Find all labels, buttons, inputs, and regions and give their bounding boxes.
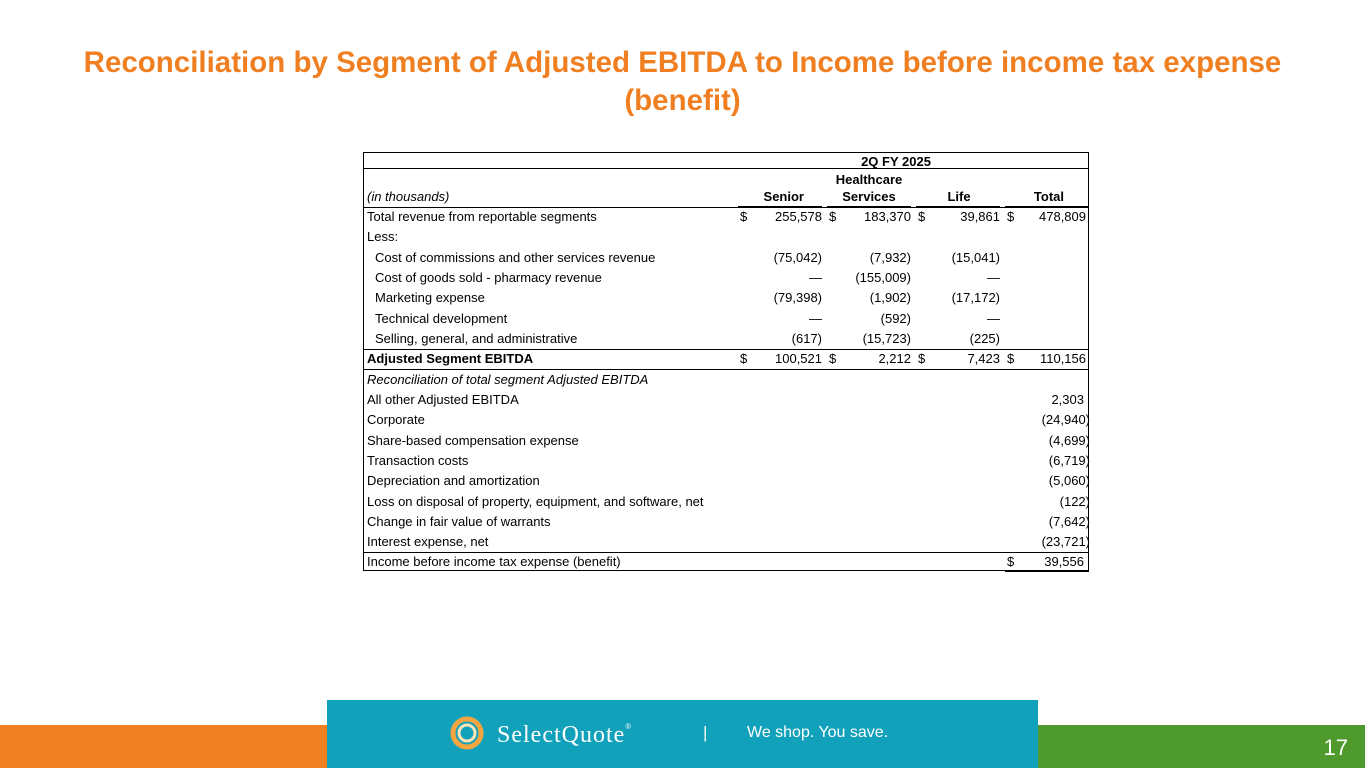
currency-symbol: $ xyxy=(740,209,748,224)
segment-cell-senior: 255,578 xyxy=(775,209,822,224)
segment-row-label: Technical development xyxy=(375,310,508,326)
reconciliation-row-label: Income before income tax expense (benefit) xyxy=(367,554,621,570)
header-bottom-rule xyxy=(364,207,1088,208)
currency-symbol: $ xyxy=(1007,351,1015,367)
footer-divider: | xyxy=(703,723,708,742)
footer-banner xyxy=(327,700,1038,768)
final-double-rule xyxy=(1005,570,1089,572)
column-header-senior: Senior xyxy=(763,189,804,204)
segment-row-label: Marketing expense xyxy=(375,290,485,306)
segment-row-label: Cost of goods sold - pharmacy revenue xyxy=(375,269,602,285)
currency-symbol: $ xyxy=(918,209,926,224)
segment-cell-healthcare: 2,212 xyxy=(878,351,911,367)
segment-cell-total: 478,809 xyxy=(1039,209,1086,224)
reconciliation-row-label: All other Adjusted EBITDA xyxy=(367,392,519,407)
segment-cell-life: 39,861 xyxy=(960,209,1000,224)
reconciliation-cell-total: (4,699) xyxy=(1048,432,1090,448)
segment-row-label: Total revenue from reportable segments xyxy=(367,209,597,224)
segment-cell-senior: (79,398) xyxy=(773,290,822,306)
ebitda-top-rule xyxy=(364,349,1088,350)
segment-cell-healthcare: (7,932) xyxy=(869,249,911,265)
reconciliation-row-label: Corporate xyxy=(367,412,425,428)
footer-tagline: We shop. You save. xyxy=(747,724,889,741)
segment-cell-senior: (617) xyxy=(791,330,822,346)
currency-symbol: $ xyxy=(740,351,748,367)
segment-row-label: Selling, general, and administrative xyxy=(375,330,578,346)
segment-cell-healthcare: (15,723) xyxy=(862,330,911,346)
segment-cell-life: — xyxy=(987,310,1000,326)
segment-cell-life: — xyxy=(987,269,1000,285)
segment-cell-total: 110,156 xyxy=(1039,351,1086,367)
column-header-healthcare-line2: Services xyxy=(842,189,896,204)
reconciliation-row-label: Loss on disposal of property, equipment, and software, net xyxy=(367,493,704,509)
page-title-line-1: Reconciliation by Segment of Adjusted EBITDA to Income before income tax expense xyxy=(83,46,1282,79)
reconciliation-cell-total: 39,556 xyxy=(1044,554,1084,570)
currency-symbol: $ xyxy=(918,351,926,367)
segment-cell-senior: — xyxy=(809,269,822,285)
reconciliation-cell-total: (24,940) xyxy=(1041,412,1090,428)
column-header-total: Total xyxy=(1033,189,1064,204)
units-label: (in thousands) xyxy=(367,189,450,204)
segment-cell-senior: (75,042) xyxy=(773,249,822,265)
reconciliation-heading: Reconciliation of total segment Adjusted EBITDA xyxy=(367,372,649,387)
footer-green-band xyxy=(1037,725,1365,768)
reconciliation-cell-total: (23,721) xyxy=(1041,534,1090,550)
reconciliation-cell-total: 2,303 xyxy=(1051,392,1084,407)
segment-row-label: Adjusted Segment EBITDA xyxy=(367,351,534,367)
segment-cell-senior: — xyxy=(809,310,822,326)
reconciliation-table xyxy=(363,152,1089,571)
reconciliation-row-label: Interest expense, net xyxy=(367,534,489,550)
logo-registered-mark: ® xyxy=(625,722,633,731)
segment-cell-healthcare: (155,009) xyxy=(855,269,911,285)
reconciliation-cell-total: (122) xyxy=(1059,493,1090,509)
selectquote-logo-icon xyxy=(450,716,484,750)
reconciliation-cell-total: (7,642) xyxy=(1048,513,1090,529)
period-header: 2Q FY 2025 xyxy=(861,154,931,169)
page-title-line-2: (benefit) xyxy=(624,84,741,117)
reconciliation-cell-total: (6,719) xyxy=(1048,452,1090,468)
logo-wordmark xyxy=(497,722,632,749)
footer-orange-band xyxy=(0,725,330,768)
currency-symbol: $ xyxy=(829,209,837,224)
currency-symbol: $ xyxy=(1007,209,1015,224)
segment-row-label: Cost of commissions and other services revenue xyxy=(375,249,656,265)
reconciliation-row-label: Depreciation and amortization xyxy=(367,473,540,489)
header-rule xyxy=(364,168,1088,169)
page-number: 17 xyxy=(1323,735,1348,760)
logo-text: SelectQuote xyxy=(497,722,626,748)
segment-cell-life: (15,041) xyxy=(951,249,1000,265)
ebitda-bottom-rule xyxy=(364,369,1088,370)
segment-cell-healthcare: 183,370 xyxy=(864,209,911,224)
column-header-healthcare-line1: Healthcare xyxy=(835,172,903,187)
currency-symbol: $ xyxy=(1007,554,1015,570)
segment-cell-healthcare: (1,902) xyxy=(869,290,911,306)
reconciliation-cell-total: (5,060) xyxy=(1048,473,1090,489)
segment-row-label: Less: xyxy=(367,229,399,245)
segment-cell-life: 7,423 xyxy=(967,351,1000,367)
page-title xyxy=(20,44,1345,120)
segment-cell-healthcare: (592) xyxy=(880,310,911,326)
currency-symbol: $ xyxy=(829,351,837,367)
segment-cell-life: (17,172) xyxy=(951,290,1000,306)
column-header-life: Life xyxy=(947,189,971,204)
segment-cell-senior: 100,521 xyxy=(775,351,822,367)
reconciliation-row-label: Transaction costs xyxy=(367,452,469,468)
final-total-rule xyxy=(1005,552,1089,553)
reconciliation-row-label: Share-based compensation expense xyxy=(367,432,579,448)
final-top-rule xyxy=(364,552,1088,553)
segment-cell-life: (225) xyxy=(969,330,1000,346)
reconciliation-row-label: Change in fair value of warrants xyxy=(367,513,551,529)
